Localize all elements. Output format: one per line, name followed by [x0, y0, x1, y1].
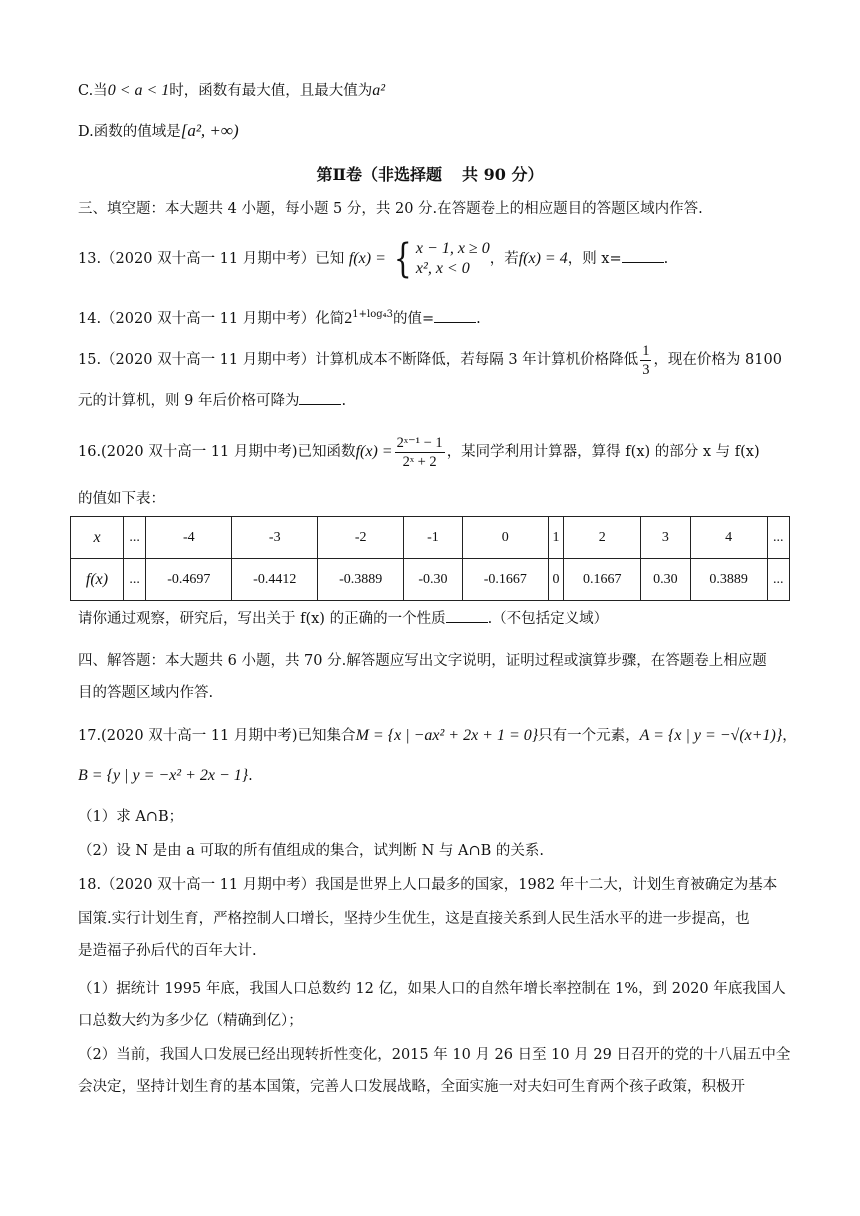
section-title-score: 共 90 分）	[462, 165, 544, 184]
q13-answer-blank[interactable]	[622, 248, 664, 263]
question-16-line-2: 的值如下表：	[78, 491, 165, 507]
q16-fraction	[395, 434, 445, 471]
q17-set-a: A = {x | y = −√(x+1)}	[639, 727, 783, 744]
q16-prefix: 16.(2020 双十高一 11 月期中考)已知函数	[78, 444, 356, 460]
q17-part-1: （1）求 A∩B；	[78, 809, 184, 825]
q14-suffix: 的值=	[392, 310, 435, 327]
option-c-condition: 0 < a < 1	[107, 82, 170, 99]
table-cell: ...	[767, 559, 789, 601]
q14-end: .	[476, 310, 481, 327]
q18-part-2-line-1: （2）当前，我国人口发展已经出现转折性变化，2015 年 10 月 26 日至 10 月 29 日召开的党的十八届五中全	[78, 1047, 791, 1063]
table-cell: -0.1667	[462, 559, 548, 601]
q16-answer-blank[interactable]	[446, 608, 488, 623]
q18-line-3: 是造福子孙后代的百年大计.	[78, 943, 257, 959]
table-header-fx: f(x)	[71, 559, 124, 601]
q18-line-2: 国策.实行计划生育，严格控制人口增长，坚持少生优生，这是直接关系到人民生活水平的进一步提高，也	[78, 911, 750, 927]
q17-comma: ，	[782, 728, 797, 744]
q18-line-1: 18.（2020 双十高一 11 月期中考）我国是世界上人口最多的国家，1982 年十二大，计划生育被确定为基本	[78, 877, 778, 893]
table-cell: 1	[548, 517, 564, 559]
q15-fraction-denominator: 3	[642, 361, 650, 378]
table-row-fx	[71, 559, 790, 601]
question-13	[78, 236, 782, 282]
table-cell: -0.4697	[146, 559, 232, 601]
table-cell: 0.30	[641, 559, 691, 601]
table-cell: -0.30	[404, 559, 463, 601]
q14-exponent: 1+log₄3	[352, 309, 393, 320]
q14-answer-blank[interactable]	[434, 308, 476, 323]
table-header-x: x	[71, 517, 124, 559]
section-title	[0, 162, 860, 185]
question-17-line-1	[78, 720, 797, 752]
q17-set-m: M = {x | −ax² + 2x + 1 = 0}	[355, 727, 539, 744]
question-14	[78, 304, 782, 330]
table-cell: 0.3889	[690, 559, 767, 601]
q17-prefix: 17.(2020 双十高一 11 月期中考)已知集合	[78, 728, 356, 744]
q16-lhs: f(x) =	[355, 443, 393, 460]
q13-suffix: ，则 x=	[567, 251, 622, 267]
q15-line-2: 元的计算机，则 9 年后价格可降为	[78, 393, 300, 409]
table-cell: 0.1667	[564, 559, 641, 601]
q15-fraction-numerator: 1	[642, 342, 650, 359]
q16-denominator: 2ˣ + 2	[402, 453, 437, 470]
q15-end: .	[341, 393, 347, 409]
table-cell: 2	[564, 517, 641, 559]
table-cell: ...	[124, 517, 146, 559]
q18-part-1-line-1: （1）据统计 1995 年底，我国人口总数约 12 亿，如果人口的自然年增长率控制在 1%，到 2020 年底我国人	[78, 981, 786, 997]
table-cell: 0	[548, 559, 564, 601]
section-title-main: 第Ⅱ卷（非选择题	[316, 165, 443, 184]
q13-cases	[416, 239, 490, 279]
table-cell: 4	[690, 517, 767, 559]
table-cell: -0.4412	[232, 559, 318, 601]
question-15-line-2	[78, 390, 782, 412]
q13-condition: f(x) = 4	[518, 250, 568, 267]
q16-numerator: 2ˣ⁻¹ − 1	[396, 434, 443, 451]
q16-property-end: .（不包括定义域）	[487, 611, 609, 627]
question-16-property	[78, 608, 782, 630]
q13-case-1: x − 1, x ≥ 0	[415, 240, 490, 257]
q18-part-1-line-2: 口总数大约为多少亿（精确到亿）；	[78, 1013, 303, 1029]
q13-case-2: x², x < 0	[415, 260, 470, 277]
table-cell: ...	[124, 559, 146, 601]
question-17-line-2	[78, 760, 782, 792]
part3-intro: 三、填空题：本大题共 4 小题，每小题 5 分，共 20 分.在答题卷上的相应题目的答题区域内作答.	[78, 201, 703, 217]
table-cell: -3	[232, 517, 318, 559]
q13-end: .	[663, 251, 669, 267]
q16-suffix: ，某同学利用计算器，算得 f(x) 的部分 x 与 f(x)	[446, 444, 760, 460]
q13-lhs: f(x) =	[348, 250, 386, 267]
q15-fraction	[640, 342, 651, 379]
q15-answer-blank[interactable]	[299, 390, 341, 405]
q13-brace: {	[394, 236, 413, 282]
question-15-line-1	[78, 340, 782, 380]
option-c-label: C.当	[78, 83, 108, 99]
table-cell: 0	[462, 517, 548, 559]
option-d-value: [a², +∞)	[180, 121, 239, 140]
option-d	[78, 120, 782, 143]
table-cell: -1	[404, 517, 463, 559]
part4-intro-line-1: 四、解答题：本大题共 6 小题，共 70 分.解答题应写出文字说明，证明过程或演算步骤，在答题卷上相应题	[78, 653, 767, 669]
option-c	[78, 80, 782, 102]
q17-dot: .	[248, 768, 253, 784]
values-table	[70, 516, 790, 601]
table-cell: -0.3889	[318, 559, 404, 601]
q16-property-prompt: 请你通过观察，研究后，写出关于 f(x) 的正确的一个性质	[78, 611, 446, 627]
q13-prefix: 13.（2020 双十高一 11 月期中考）已知	[78, 251, 345, 267]
part4-intro-line-2: 目的答题区域内作答.	[78, 685, 214, 701]
q15-suffix: ，现在价格为 8100	[653, 352, 782, 368]
table-cell: ...	[767, 517, 789, 559]
q14-expression: 2	[344, 309, 353, 327]
table-cell: 3	[641, 517, 691, 559]
q14-prefix: 14.（2020 双十高一 11 月期中考）化简	[78, 310, 345, 327]
table-cell: -4	[146, 517, 232, 559]
q17-mid: 只有一个元素，	[538, 728, 640, 744]
q18-part-2-line-2: 会决定，坚持计划生育的基本国策，完善人口发展战略，全面实施一对夫妇可生育两个孩子政策，积极开	[78, 1079, 745, 1095]
q15-prefix: 15.（2020 双十高一 11 月期中考）计算机成本不断降低，若每隔 3 年计算机价格降低	[78, 352, 639, 368]
option-c-value: a²	[372, 82, 386, 99]
table-cell: -2	[318, 517, 404, 559]
option-c-text: 时，函数有最大值，且最大值为	[169, 83, 373, 99]
table-row-x	[71, 517, 790, 559]
question-16	[78, 430, 782, 474]
q13-mid: ，若	[489, 251, 519, 267]
q17-part-2: （2）设 N 是由 a 可取的所有值组成的集合，试判断 N 与 A∩B 的关系.	[78, 843, 545, 859]
q17-set-b: B = {y | y = −x² + 2x − 1}	[78, 767, 249, 784]
option-d-text: D.函数的值域是	[78, 124, 181, 140]
